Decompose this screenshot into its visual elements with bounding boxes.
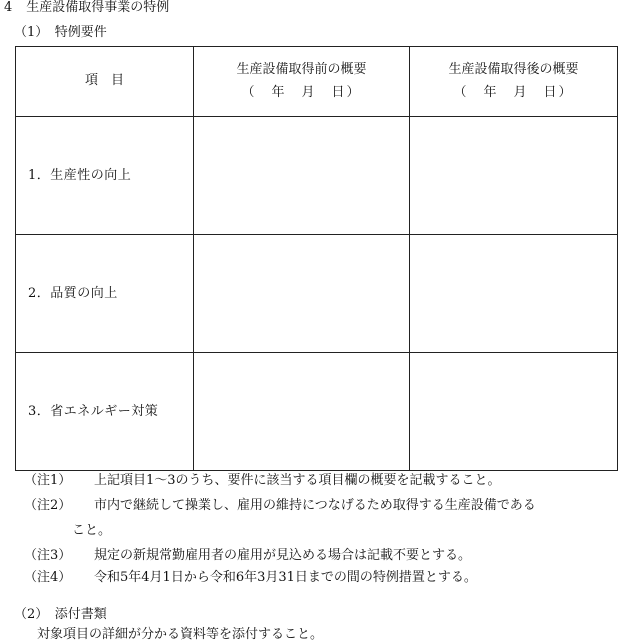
note-2 bbox=[24, 499, 536, 512]
row-label: 3．省エネルギー対策 bbox=[16, 353, 194, 471]
table-header-row bbox=[16, 47, 618, 117]
note-2-continuation: こと。 bbox=[72, 523, 112, 538]
header-before-date: （ 年 月 日） bbox=[241, 84, 362, 100]
note-tag: （注2） bbox=[24, 498, 72, 513]
note-text: 市内で継続して操業し、雇用の維持につなげるため取得する生産設備である bbox=[94, 498, 536, 513]
header-after-date: （ 年 月 日） bbox=[453, 84, 574, 100]
row-before-cell bbox=[194, 235, 410, 353]
header-before bbox=[194, 47, 410, 117]
header-item bbox=[16, 47, 194, 117]
note-tag: （注4） bbox=[24, 570, 72, 585]
note-3 bbox=[24, 549, 471, 562]
row-before-cell bbox=[194, 117, 410, 235]
attachments-text: 対象項目の詳細が分かる資料等を添付すること。 bbox=[37, 627, 324, 642]
row-label: 2．品質の向上 bbox=[16, 235, 194, 353]
attachments-heading: （2） 添付書類 bbox=[14, 607, 107, 622]
header-after-title: 生産設備取得後の概要 bbox=[448, 61, 579, 77]
row-after-cell bbox=[410, 235, 618, 353]
row-label: 1．生産性の向上 bbox=[16, 117, 194, 235]
note-tag: （注1） bbox=[24, 473, 72, 488]
note-text: 規定の新規常勤雇用者の雇用が見込める場合は記載不要とする。 bbox=[94, 548, 472, 563]
row-after-cell bbox=[410, 117, 618, 235]
table-row bbox=[16, 353, 618, 471]
header-item-label: 項 目 bbox=[84, 73, 124, 89]
requirements-table bbox=[15, 46, 618, 471]
section-heading bbox=[4, 1, 169, 14]
note-text: 上記項目1～3のうち、要件に該当する項目欄の概要を記載すること。 bbox=[94, 473, 501, 488]
note-4 bbox=[24, 571, 477, 584]
note-tag: （注3） bbox=[24, 548, 72, 563]
header-before-title: 生産設備取得前の概要 bbox=[236, 61, 367, 77]
table-row bbox=[16, 235, 618, 353]
header-after bbox=[410, 47, 618, 117]
note-1 bbox=[24, 474, 501, 487]
section-number: 4 bbox=[4, 0, 13, 15]
row-after-cell bbox=[410, 353, 618, 471]
note-text: 令和5年4月1日から令和6年3月31日までの間の特例措置とする。 bbox=[94, 570, 477, 585]
row-before-cell bbox=[194, 353, 410, 471]
table-row bbox=[16, 117, 618, 235]
requirements-heading: （1） 特例要件 bbox=[14, 25, 107, 40]
section-title: 生産設備取得事業の特例 bbox=[26, 0, 170, 15]
